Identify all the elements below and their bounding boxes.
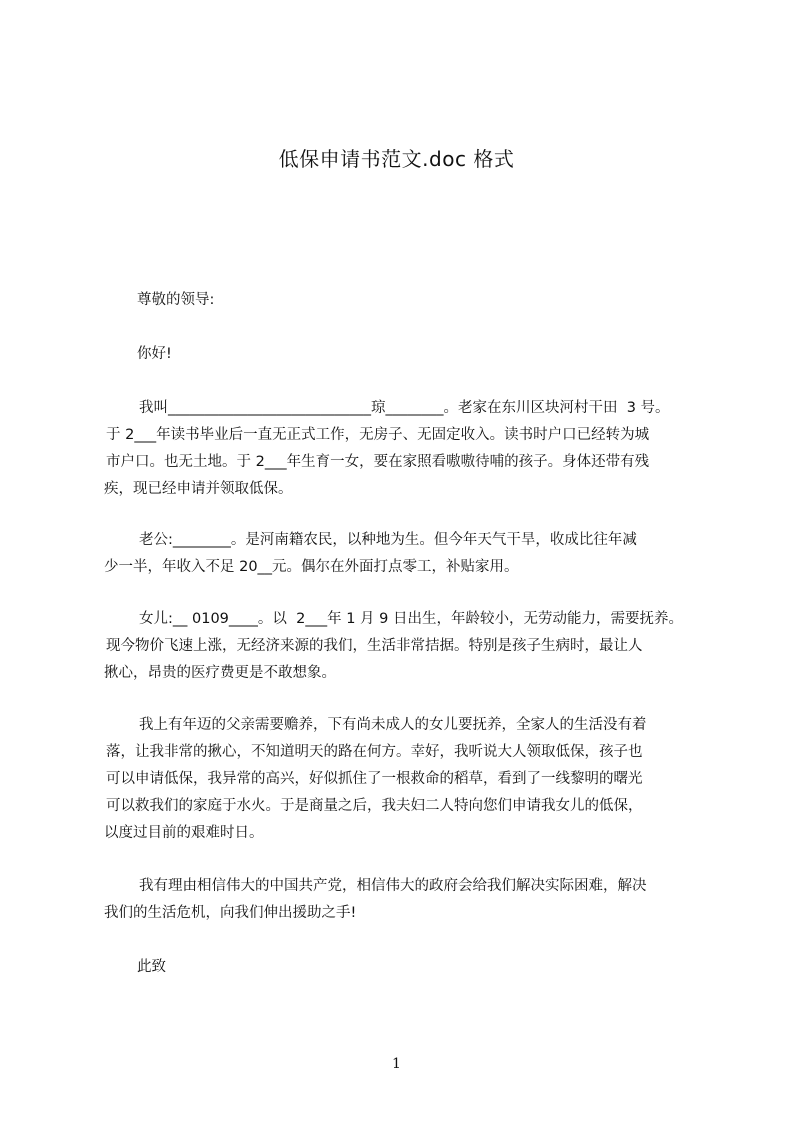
page-number: 1 (392, 1056, 401, 1072)
paragraph-line: 我叫____________________________琼________。老家在东川区块河村干田 3 号。 (139, 400, 670, 416)
paragraph-line: 可以申请低保，我异常的高兴，好似抓住了一根救命的稻草，看到了一线黎明的曙光 (106, 771, 643, 787)
paragraph-line: 于 2___年读书毕业后一直无正式工作，无房子、无固定收入。读书时户口已经转为城 (106, 427, 650, 443)
paragraph-line: 落，让我非常的揪心，不知道明天的路在何方。幸好，我听说大人领取低保，孩子也 (106, 744, 643, 760)
paragraph-line: 揪心，昂贵的医疗费更是不敢想象。 (104, 665, 336, 681)
paragraph-line: 以度过目前的艰难时日。 (104, 825, 264, 841)
paragraph-line: 疾，现已经申请并领取低保。 (104, 481, 293, 497)
closing: 此致 (137, 959, 166, 975)
paragraph-line: 市户口。也无土地。于 2___年生育一女，要在家照看嗷嗷待哺的孩子。身体还带有残 (106, 454, 650, 470)
paragraph-line: 我们的生活危机，向我们伸出援助之手! (104, 905, 357, 921)
greeting: 你好! (137, 346, 172, 362)
salutation: 尊敬的领导: (137, 292, 215, 308)
paragraph-line: 我上有年迈的父亲需要赡养，下有尚未成人的女儿要抚养，全家人的生活没有着 (139, 717, 647, 733)
paragraph-line: 女儿:__ 0109____。以 2___年 1 月 9 日出生，年龄较小，无劳动能力，需要抚养。 (139, 611, 683, 627)
paragraph-line: 可以救我们的家庭于水火。于是商量之后，我夫妇二人特向您们申请我女儿的低保， (106, 798, 643, 814)
paragraph-line: 现今物价飞速上涨，无经济来源的我们，生活非常拮据。特别是孩子生病时，最让人 (106, 638, 643, 654)
paragraph-line: 老公:________。是河南籍农民，以种地为生。但今年天气干旱，收成比往年减 (139, 532, 637, 548)
document-title: 低保申请书范文.doc 格式 (278, 147, 515, 171)
paragraph-line: 少一半，年收入不足 20__元。偶尔在外面打点零工，补贴家用。 (104, 559, 519, 575)
paragraph-line: 我有理由相信伟大的中国共产党，相信伟大的政府会给我们解决实际困难，解决 (139, 878, 647, 894)
